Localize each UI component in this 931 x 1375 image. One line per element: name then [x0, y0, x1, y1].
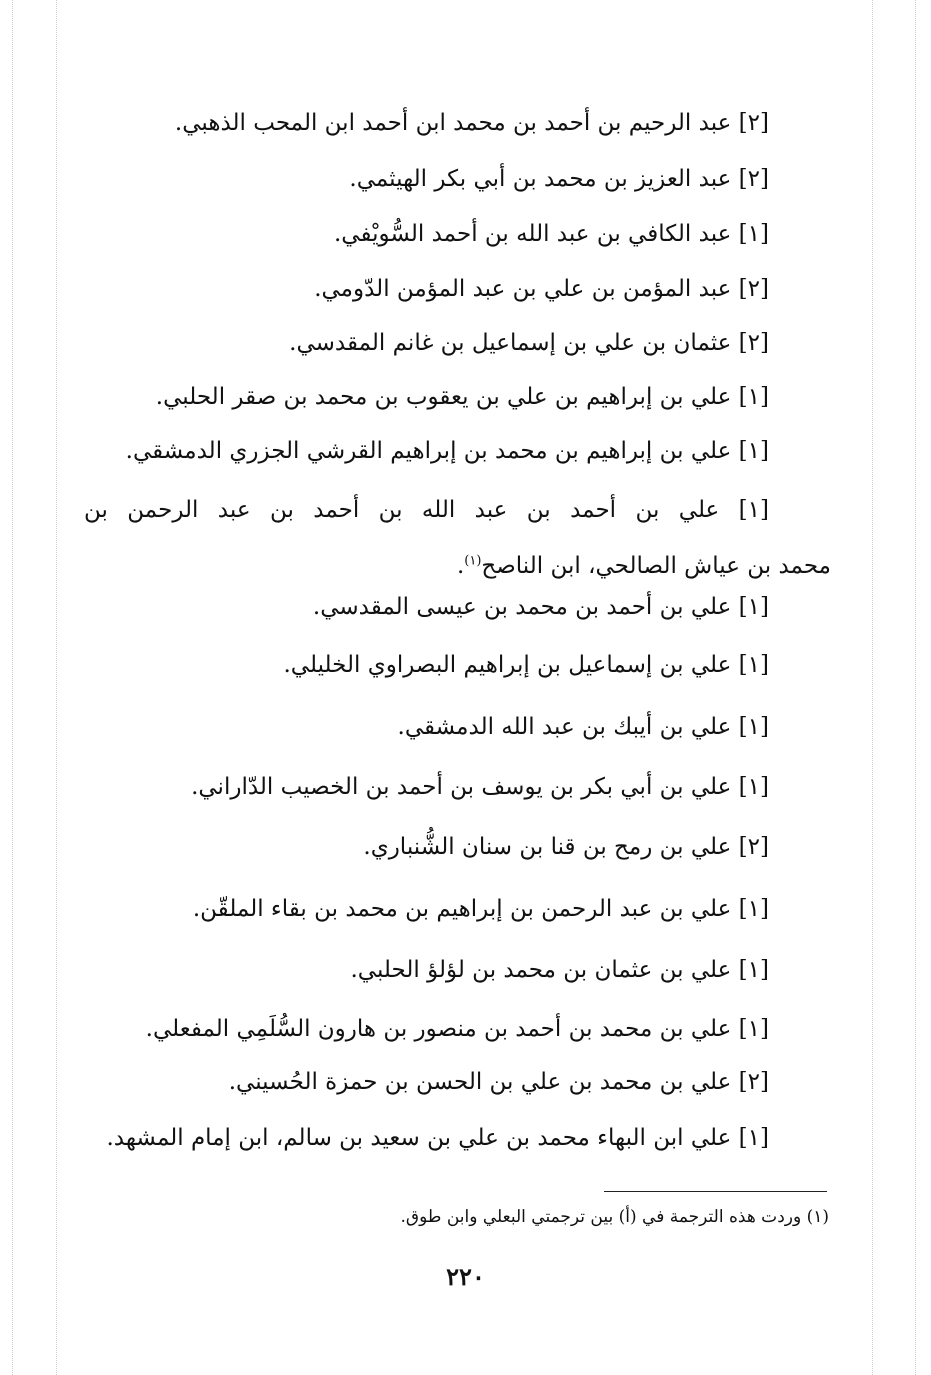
page-number: ٢٢٠ — [446, 1262, 485, 1291]
entry-line: [٢] عبد المؤمن بن علي بن عبد المؤمن الدّومي. — [314, 276, 769, 302]
entry-line: [١] علي بن عبد الرحمن بن إبراهيم بن محمد بن بقاء الملقّن. — [192, 896, 769, 922]
entry-line: [١] علي بن أبي بكر بن يوسف بن أحمد بن الخصيب الدّاراني. — [191, 774, 769, 800]
wrapped-entry-line-2 — [84, 538, 831, 594]
footnote-reference: (١) — [464, 553, 482, 569]
entry-line: [١] علي ابن البهاء محمد بن علي بن سعيد بن سالم، ابن إمام المشهد. — [106, 1125, 769, 1151]
wrapped-entry-line-1: [١] علي بن أحمد بن عبد الله بن أحمد بن عبد الرحمن بن — [84, 497, 769, 523]
entry-line: [٢] عبد العزيز بن محمد بن أبي بكر الهيثمي. — [349, 166, 769, 192]
entry-line: [٢] عثمان بن علي بن إسماعيل بن غانم المقدسي. — [289, 330, 769, 356]
entry-line: [١] علي بن إسماعيل بن إبراهيم البصراوي الخليلي. — [283, 652, 769, 678]
entry-line: [٢] علي بن محمد بن علي بن الحسن بن حمزة الحُسيني. — [228, 1069, 769, 1095]
footnote-separator — [604, 1191, 827, 1192]
entry-line: [٢] علي بن رمح بن قنا بن سنان الشُّنباري. — [363, 834, 769, 860]
scan-guide-line — [915, 0, 916, 1375]
entry-line: [١] علي بن عثمان بن محمد بن لؤلؤ الحلبي. — [350, 957, 769, 983]
scan-guide-line — [872, 0, 873, 1375]
wrapped-entry-line-2-text: محمد بن عياش الصالحي، ابن الناصح — [481, 553, 831, 579]
wrapped-entry-end-mark: . — [456, 553, 465, 579]
entry-line: [١] علي بن إبراهيم بن محمد بن إبراهيم القرشي الجزري الدمشقي. — [125, 438, 769, 464]
entry-line: [١] علي بن إبراهيم بن علي بن يعقوب بن محمد بن صقر الحلبي. — [155, 384, 769, 410]
scan-guide-line — [56, 0, 57, 1375]
scan-guide-line — [12, 0, 13, 1375]
entry-line: [٢] عبد الرحيم بن أحمد بن محمد ابن أحمد ابن المحب الذهبي. — [174, 110, 769, 136]
wrapped-entry — [84, 482, 831, 594]
entry-line: [١] عبد الكافي بن عبد الله بن أحمد السُّويْفي. — [333, 221, 769, 247]
entry-line: [١] علي بن أحمد بن محمد بن عيسى المقدسي. — [312, 594, 769, 620]
footnote: (١) وردت هذه الترجمة في (أ) بين ترجمتي البعلي وابن طوق. — [400, 1207, 829, 1227]
entry-line: [١] علي بن أيبك بن عبد الله الدمشقي. — [397, 714, 769, 740]
entry-line: [١] علي بن محمد بن أحمد بن منصور بن هارون السُّلَمِي المفعلي. — [145, 1016, 769, 1042]
